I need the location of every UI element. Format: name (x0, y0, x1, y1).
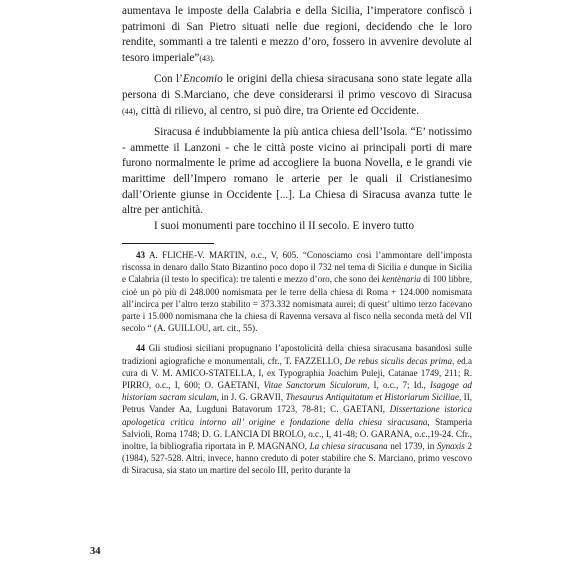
footnote-43-text-a: A. FLICHE-V. MARTIN, o.c., V, 605. “Conosciamo così l’ammontare dell’imposta riscossa in denaro dallo Stato Bizantino poco dopo il 732 nel tema di Sicilia e dunque in Sicilia e Calabria (il testo lo specifica): tre talenti e mezzo d’oro, che sono dei (122, 250, 472, 285)
encomio-italic: Encomio (182, 73, 223, 86)
paragraph-1 (122, 4, 472, 66)
footnote-44-text-h: 2 (1984), 527-528. Altri, invece, hanno creduto di poter stabilire che S. Marciano, primo vescovo di Siracusa, sia stato un martire del secolo III, perito durante la (122, 441, 472, 476)
footnote-44-italic-7: Synaxis (437, 441, 465, 452)
footnote-ref-44: (44) (122, 106, 136, 116)
footnote-44 (122, 342, 472, 476)
paragraph-2 (122, 72, 472, 119)
footnote-43-text-b: di 100 libbre, cioè un pò più di 248.000 nomismata per le terre della chiesa di Roma + 124.000 nomismata all’incirca per l’altro terzo stabilito = 373.332 nomismata aurei; di quest’ ultimo terzo facevano parte i 15.000 nomismana che la chiesa di Ravenna versava al fisco nella seconda metà del VII secolo “ (A. GUILLOU, art. cit., 55). (122, 274, 472, 334)
paragraph-3: Siracusa é indubbiamente la più antica chiesa dell’Isola. “E’ notissimo - ammette il Lanzoni - che le città poste vicino ai principali porti di mare furono normalmente le prime ad accogliere la buona Novella, e le grandi vie marittime dell’Impero romano le arterie per le quali il Cristianesimo dall’Oriente giunse in Occidente [...]. La Chiesa di Siracusa avanza tutte le altre per antichità. (122, 126, 472, 217)
footnote-43 (122, 249, 472, 334)
footnote-ref-43: (43). (199, 53, 215, 63)
footnote-44-text-e: II, Petrus Vander Aa, Lugduni Batavorum 1723, 78-81; C. GAETANI, (122, 392, 473, 415)
footnote-44-italic-1: De rebus siculis decas prima, (344, 355, 455, 366)
paragraph-1-text: aumentava le imposte della Calabria e della Sicilia, l’imperatore confiscò i patrimoni di San Pietro situati nelle due regioni, decidendo che le loro rendite, sommanti a tre talenti e mezzo d’oro, fossero in avvenire devolute al tesoro imperiale” (122, 5, 472, 64)
paragraph-2-text-a: Con l’ (154, 73, 183, 86)
footnotes (122, 249, 472, 477)
footnote-rule (122, 243, 214, 244)
footnote-44-italic-6: La chiesa siracusana (309, 441, 388, 452)
footnote-44-text-a: Gli studiosi siciliani propugnano l’apostolicità della chiesa siracusana basandosi sulle tradizioni agiografiche e monumentali, cfr., T. FAZZELLO, (122, 343, 472, 366)
main-text (122, 4, 472, 234)
footnote-43-italic: kentènaria (382, 274, 421, 285)
footnote-44-text-g: nel 1739, in (387, 441, 437, 452)
footnote-44-italic-3: Isagoge ad historiam sacram siculam, (122, 380, 472, 403)
paragraph-2-text-b: le origini della chiesa siracusana sono state legate alla persona di S.Marciano, che deve considerarsi il primo vescovo di Siracusa (122, 73, 472, 101)
footnote-44-italic-5: Dissertazione istorica apologetica critica intorno all’ origine e fondazione della chiesa siracusana, (122, 404, 472, 427)
footnote-44-text-d: in J. G. GRAVII, (218, 392, 286, 403)
footnote-43-number: 43 (136, 250, 146, 260)
footnote-44-italic-2: Vitae Sanctorum Siculorum, (263, 380, 370, 391)
paragraph-2-text-c: , città di rilievo, al centro, si può dire, tra Oriente ed Occidente. (135, 104, 420, 117)
footnote-44-text-f: Stamperia Salvioli, Roma 1748; D. G. LANCIA DI BROLO, o.c., I, 41-48; O. GARANA, o.c.,19-24. Cfr., inoltre, la bibliografia riportata in P. MAGNANO, (122, 416, 472, 452)
footnote-44-text-b: ed.a cura di V. M. AMICO-STATELLA, I, ex Typographia Joachim Puleji, Catanae 1749, 211; R. PIRRO, o.c., I, 600; O. GAETANI, (122, 355, 473, 391)
footnote-44-italic-4: Thesaurus Antiquitatum et Historiarum Siciliae, (285, 392, 462, 403)
footnote-44-text-c: I, o.c., 7; Id., (369, 380, 430, 391)
footnote-44-number: 44 (136, 343, 146, 354)
page-number: 34 (90, 546, 101, 557)
paragraph-4: I suoi monumenti pare tocchino il II secolo. E invero tutto (154, 219, 415, 232)
